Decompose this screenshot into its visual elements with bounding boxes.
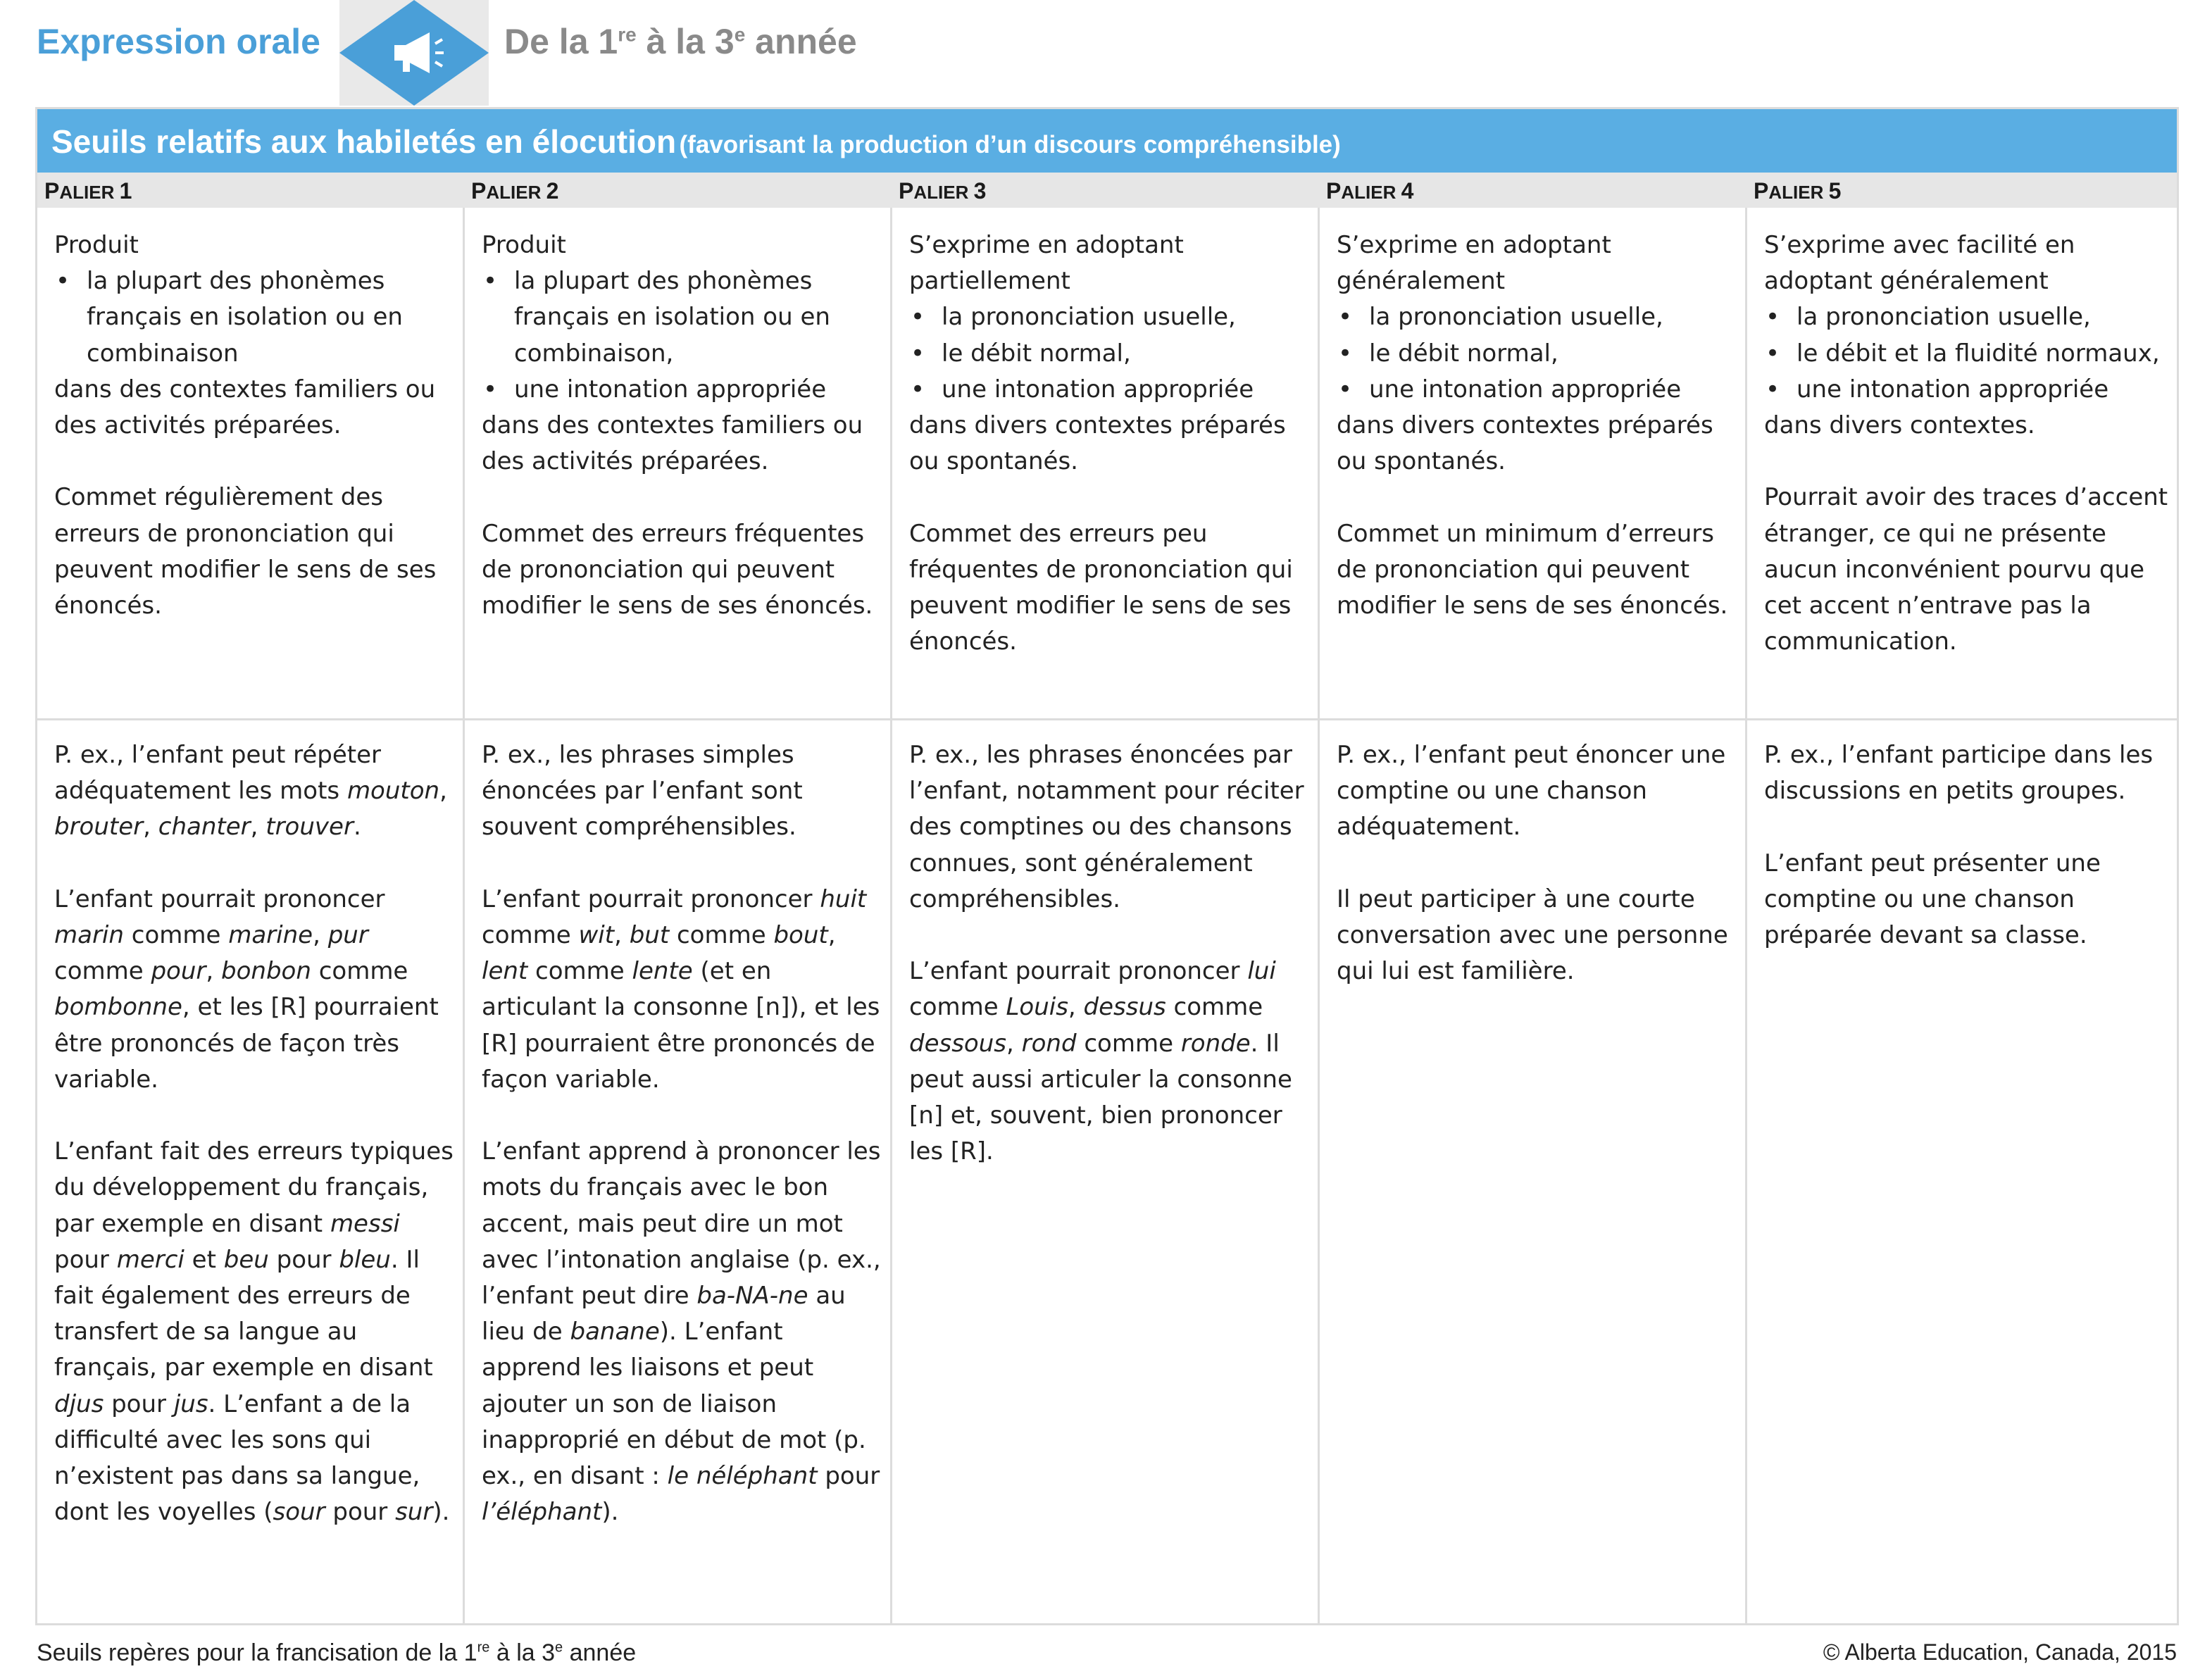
descriptor-intro: S’exprime en adoptant partiellement [909, 231, 1184, 296]
example-cell-palier-5 [1747, 737, 2177, 954]
table-title: Seuils relatifs aux habiletés en élocution [51, 123, 677, 160]
descriptor-note: Pourrait avoir des traces d’accent étranger, ce qui ne présente aucun inconvénient pourvu que cet accent n’entrave pas la communication. [1764, 483, 2168, 656]
example-paragraph: L’enfant pourrait prononcer marin comme marine, pur comme pour, bonbon comme bombonne, et les [R] pourraient être prononcés de façon très variable. [54, 884, 439, 1094]
descriptor-cell-palier-2 [465, 227, 890, 624]
descriptor-context: dans des contextes familiers ou des activités préparées. [54, 375, 436, 440]
descriptor-list [482, 263, 883, 408]
example-paragraph: L’enfant fait des erreurs typiques du développement du français, par exemple en disant messi pour merci et beu pour bleu. Il fait également des erreurs de transfert de sa langue au français, par exemple en disant djus pour jus. L’enfant a de la difficulté avec les sons qui n’existent pas dans sa langue, dont les voyelles (sour pour sur). [54, 1137, 454, 1527]
list-item: • une intonation appropriée [1337, 372, 1738, 408]
example-paragraph: L’enfant pourrait prononcer lui comme Louis, dessus comme dessous, rond comme ronde. Il peut aussi articuler la consonne [n] et, souvent, bien prononcer les [R]. [909, 957, 1292, 1166]
list-item: • une intonation appropriée [482, 372, 883, 408]
list-item: • la plupart des phonèmes français en isolation ou en combinaison [54, 263, 456, 372]
descriptor-note: Commet des erreurs fréquentes de prononciation qui peuvent modifier le sens de ses énoncés. [482, 519, 873, 620]
example-paragraph: P. ex., l’enfant peut répéter adéquatement les mots mouton, brouter, chanter, trouver. [54, 741, 447, 842]
example-paragraph: Il peut participer à une courte conversation avec une personne qui lui est familière. [1337, 884, 1728, 986]
descriptor-intro: Produit [54, 231, 139, 259]
column-header-palier-3: PALIER 3 [899, 178, 987, 204]
example-paragraph: P. ex., l’enfant participe dans les discussions en petits groupes. [1764, 741, 2154, 806]
descriptor-context: dans divers contextes préparés ou spontanés. [1337, 411, 1713, 476]
list-item: • le débit normal, [1337, 336, 1738, 372]
descriptor-list [1337, 299, 1738, 408]
megaphone-icon [339, 0, 489, 106]
descriptor-cell-palier-4 [1320, 227, 1745, 624]
example-paragraph: P. ex., les phrases énoncées par l’enfant, notamment pour réciter des comptines ou des chansons connues, sont généralement compréhensibles. [909, 741, 1304, 913]
example-paragraph: L’enfant peut présenter une comptine ou une chanson préparée devant sa classe. [1764, 849, 2101, 949]
column-header-palier-1: PALIER 1 [44, 178, 132, 204]
example-cell-palier-2 [465, 737, 890, 1530]
descriptor-list [909, 299, 1311, 408]
table-subtitle: (favorisant la production d’un discours compréhensible) [679, 131, 1341, 158]
column-header-palier-5: PALIER 5 [1754, 178, 1842, 204]
descriptor-cell-palier-1 [37, 227, 463, 624]
subject-title: Expression orale [37, 22, 320, 61]
example-paragraph: L’enfant pourrait prononcer huit comme wit, but comme bout, lent comme lente (et en articulant la consonne [n]), et les [R] pourraient être prononcés de façon variable. [482, 884, 880, 1094]
column-header-palier-4: PALIER 4 [1326, 178, 1414, 204]
descriptor-context: dans des contextes familiers ou des activités préparées. [482, 411, 863, 476]
descriptor-context: dans divers contextes préparés ou spontanés. [909, 411, 1286, 476]
descriptor-cell-palier-5 [1747, 227, 2177, 660]
threshold-table [35, 107, 2179, 1625]
example-paragraph: P. ex., les phrases simples énoncées par l’enfant sont souvent compréhensibles. [482, 741, 803, 842]
example-cell-palier-4 [1320, 737, 1745, 989]
table-title-bar [37, 109, 2177, 173]
list-item: • le débit normal, [909, 336, 1311, 372]
list-item: • une intonation appropriée [909, 372, 1311, 408]
example-paragraph: L’enfant apprend à prononcer les mots du français avec le bon accent, mais peut dire un mot avec l’intonation anglaise (p. ex., l’enfant peut dire ba-NA-ne au lieu de banane). L’enfant apprend les liaisons et peut ajouter un son de liaison inapproprié en début de mot (p. ex., en disant : le néléphant pour l’éléphant). [482, 1137, 881, 1527]
row-divider [37, 718, 2177, 720]
descriptor-note: Commet régulièrement des erreurs de prononciation qui peuvent modifier le sens de ses énoncés. [54, 483, 437, 620]
descriptor-list [54, 263, 456, 372]
footer-document-title: Seuils repères pour la francisation de la 1re à la 3e année [37, 1639, 637, 1666]
descriptor-cell-palier-3 [892, 227, 1318, 660]
descriptor-list [1764, 299, 2170, 408]
column-header-palier-2: PALIER 2 [471, 178, 559, 204]
list-item: • la prononciation usuelle, [909, 299, 1311, 335]
page-header [0, 0, 2212, 106]
descriptor-context: dans divers contextes. [1764, 411, 2035, 440]
descriptor-note: Commet un minimum d’erreurs de prononciation qui peuvent modifier le sens de ses énoncés. [1337, 519, 1728, 620]
list-item: • le débit et la fluidité normaux, [1764, 336, 2170, 372]
example-paragraph: P. ex., l’enfant peut énoncer une comptine ou une chanson adéquatement. [1337, 741, 1726, 842]
footer-copyright: © Alberta Education, Canada, 2015 [1823, 1639, 2177, 1665]
descriptor-intro: Produit [482, 231, 566, 259]
list-item: • la prononciation usuelle, [1764, 299, 2170, 335]
descriptor-intro: S’exprime avec facilité en adoptant généralement [1764, 231, 2075, 296]
example-cell-palier-1 [37, 737, 463, 1530]
example-cell-palier-3 [892, 737, 1318, 1170]
grade-range: De la 1re à la 3e année [504, 22, 857, 61]
descriptor-intro: S’exprime en adoptant généralement [1337, 231, 1611, 296]
descriptor-note: Commet des erreurs peu fréquentes de prononciation qui peuvent modifier le sens de ses énoncés. [909, 519, 1293, 656]
column-header-row [37, 173, 2177, 208]
list-item: • une intonation appropriée [1764, 372, 2170, 408]
list-item: • la plupart des phonèmes français en isolation ou en combinaison, [482, 263, 883, 372]
list-item: • la prononciation usuelle, [1337, 299, 1738, 335]
